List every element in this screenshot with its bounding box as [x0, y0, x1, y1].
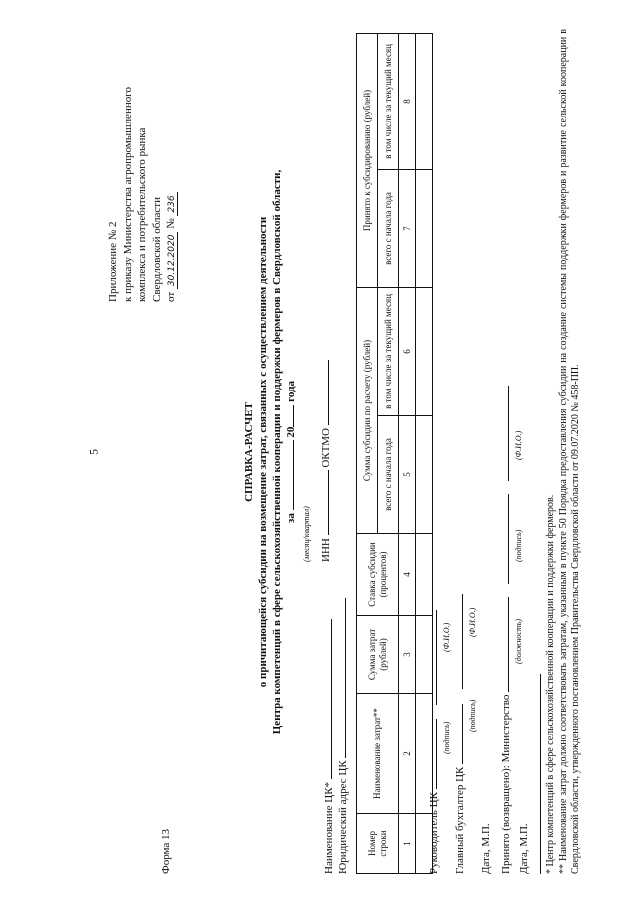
column-number: 6	[399, 288, 416, 416]
footnotes	[540, 29, 583, 874]
accepted-fio-hint: (Ф.И.О.)	[514, 430, 523, 460]
accountant-signature-row	[454, 594, 466, 874]
org-name-label: Наименование ЦК*	[323, 781, 335, 874]
appendix-line-3: комплекса и потребительского рынка	[136, 127, 148, 302]
appendix-date-value: 30.12.2020	[167, 232, 178, 290]
appendix-date-line	[164, 12, 180, 302]
footnote-rule	[540, 674, 541, 874]
period-prefix: за	[285, 513, 297, 524]
column-number: 3	[399, 616, 416, 694]
head-signature-blank	[436, 719, 437, 789]
period-hint: (месяц/квартал)	[302, 506, 311, 562]
appendix-number-value: 236	[167, 192, 178, 215]
column-number: 4	[399, 534, 416, 616]
column-number: 7	[399, 170, 416, 288]
table-cell[interactable]	[416, 34, 433, 170]
col-header-cost-sum: Сумма затрат (рублей)	[357, 616, 399, 694]
accountant-fio-blank	[462, 594, 463, 689]
year-blank	[293, 405, 294, 427]
col-header-rate: Ставка субсидии (процентов)	[357, 534, 399, 616]
appendix-date-prefix: от	[165, 291, 177, 302]
column-number: 2	[399, 694, 416, 814]
appendix-line-4: Свердловской области	[150, 197, 163, 302]
col-header-calc-month: в том числе за текущий месяц	[378, 288, 399, 416]
col-header-row-no: Номер строки	[357, 814, 399, 874]
appendix-line-1: Приложение № 2	[107, 221, 119, 302]
accountant-fio-hint: (Ф.И.О.)	[468, 607, 477, 637]
table-cell[interactable]	[416, 534, 433, 616]
col-header-accepted-group: Принято к субсидированию (рублей)	[357, 34, 378, 288]
chief-accountant-label: Главный бухгалтер ЦК	[454, 766, 466, 874]
calculation-table	[356, 33, 433, 874]
inn-blank	[328, 470, 329, 535]
head-fio-blank	[436, 610, 437, 705]
head-fio-hint: (Ф.И.О.)	[442, 622, 451, 652]
table-cell[interactable]	[416, 288, 433, 416]
title-line-1: СПРАВКА-РАСЧЕТ	[243, 402, 255, 502]
position-blank	[508, 597, 509, 692]
table-cell[interactable]	[416, 416, 433, 534]
document-sheet	[40, 12, 600, 892]
appendix-number-prefix: №	[165, 218, 177, 229]
org-address-blank	[345, 598, 346, 758]
period-mid: 20	[285, 426, 297, 438]
head-label: Руководитель ЦК	[428, 792, 440, 874]
period-suffix: года	[285, 380, 297, 402]
org-info	[322, 598, 350, 874]
org-name-blank	[331, 619, 332, 779]
appendix-line-2: к приказу Министерства агропромышленного	[121, 87, 134, 302]
accepted-label: Принято (возвращено): Министерство	[500, 694, 512, 874]
col-header-cost-name: Наименование затрат**	[357, 694, 399, 814]
accountant-signature-hint: (подпись)	[468, 699, 477, 732]
table-cell[interactable]	[416, 170, 433, 288]
date-mp-2: Дата, М.П.	[518, 823, 530, 874]
column-number: 5	[399, 416, 416, 534]
accepted-signature-blank	[508, 494, 509, 584]
footnote-2: ** Наименование затрат должно соответствовать затратам, указанным в пункте 50 Порядка предоставления субсидии на создание системы поддержки фермеров и развитие сельской кооперации в Свердловской области, утвержденного постановлением Правительства Свердловской области от 09.07.2020 № 458-ПП.	[557, 29, 581, 874]
position-hint: (должность)	[514, 618, 523, 664]
oktmo-label: ОКТМО	[320, 428, 332, 468]
org-address-label: Юридический адрес ЦК	[337, 760, 349, 874]
title-line-2: о причитающейся субсидии на возмещение затрат, связанных с осуществлением деятельности	[257, 216, 269, 688]
head-signature-hint: (подпись)	[442, 721, 451, 754]
col-header-calc-group: Сумма субсидии по расчету (рублей)	[357, 288, 378, 534]
period-blank	[293, 440, 294, 510]
accepted-row	[500, 386, 512, 874]
column-number-row	[399, 34, 416, 874]
column-number: 1	[399, 814, 416, 874]
accepted-fio-blank	[508, 386, 509, 481]
oktmo-blank	[328, 360, 329, 425]
appendix-header	[106, 12, 180, 302]
date-mp-1: Дата, М.П.	[480, 823, 492, 874]
document-title	[242, 12, 284, 892]
column-number: 8	[399, 34, 416, 170]
period-line	[285, 12, 297, 892]
footnote-1: * Центр компетенций в сфере сельскохозяйственной кооперации и поддержки фермеров.	[545, 494, 556, 874]
accepted-signature-hint: (подпись)	[514, 529, 523, 562]
title-line-3: Центра компетенций в сфере сельскохозяйственной кооперации и поддержки фермеров в Свердловской области,	[271, 169, 283, 735]
col-header-accepted-since-year: всего с начала года	[378, 170, 399, 288]
head-signature-row	[428, 610, 440, 874]
inn-label: ИНН	[320, 538, 332, 562]
col-header-accepted-month: в том числе за текущий месяц	[378, 34, 399, 170]
page-number: 5	[86, 449, 101, 455]
inn-oktmo-line	[320, 360, 332, 562]
col-header-calc-since-year: всего с начала года	[378, 416, 399, 534]
accountant-signature-blank	[462, 704, 463, 764]
form-label: Форма 13	[160, 828, 172, 874]
